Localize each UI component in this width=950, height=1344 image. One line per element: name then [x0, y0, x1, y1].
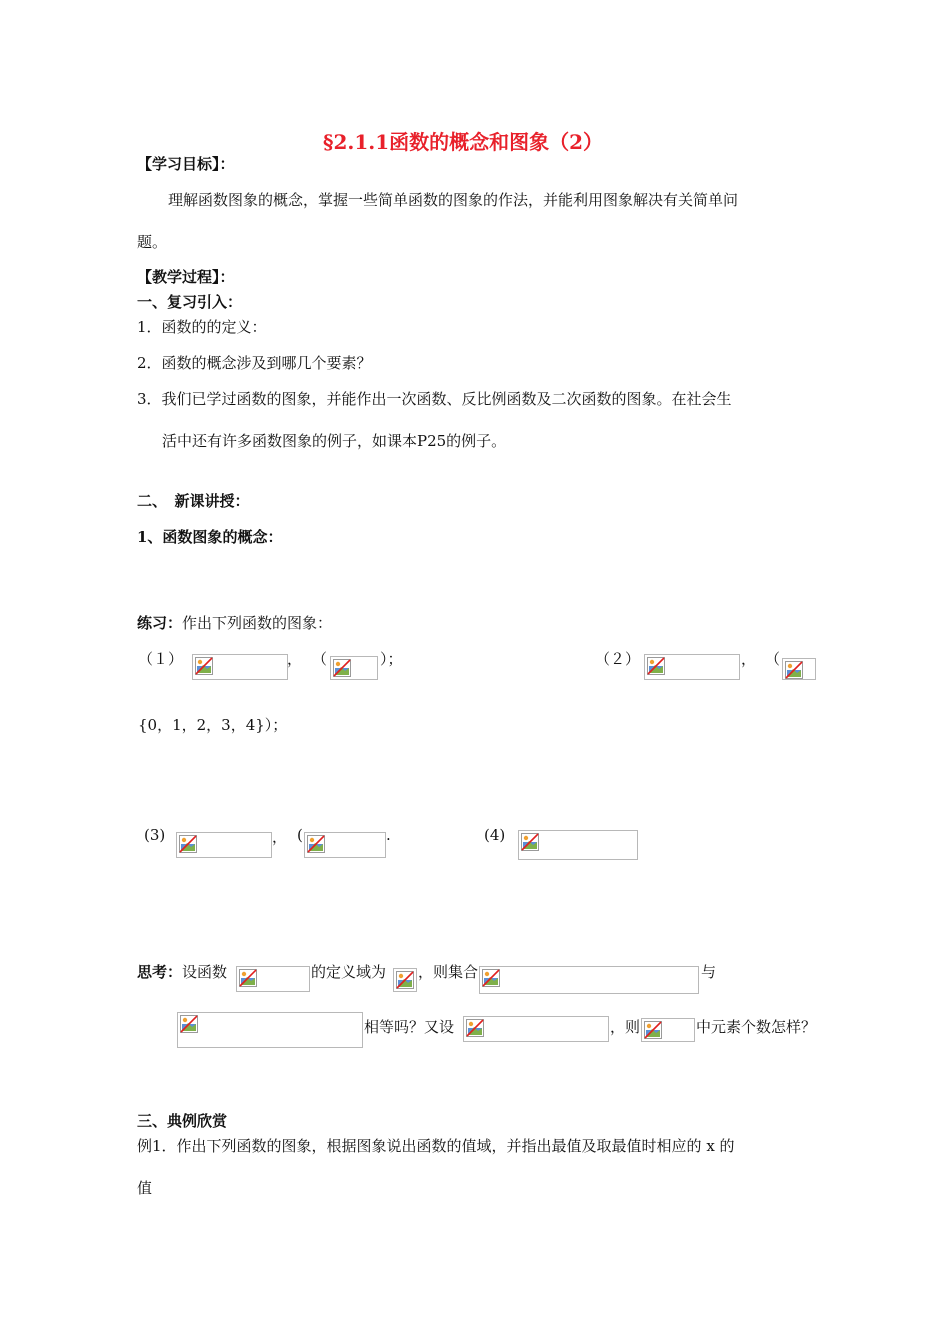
example1-line2: 值 — [137, 1179, 153, 1197]
broken-image-icon — [180, 1015, 198, 1033]
ex2-comma: ， — [741, 650, 757, 668]
ex1-label: （１） — [138, 650, 184, 668]
broken-image-icon — [521, 833, 539, 851]
review-item-3-line1: 3．我们已学过函数的图象，并能作出一次函数、反比例函数及二次函数的图象。在社会生 — [137, 390, 732, 408]
ex2-domain: {0，1，2，3，4}）； — [138, 716, 288, 734]
formula-image — [463, 1016, 609, 1042]
formula-image — [393, 968, 417, 992]
think-text-6: ，则 — [610, 1018, 641, 1036]
formula-image — [782, 658, 816, 680]
goal-heading: 【学习目标】： — [137, 155, 235, 173]
think-text-4: 与 — [701, 963, 717, 981]
ex3-label: (3) — [144, 826, 166, 844]
review-item-3-line2: 活中还有许多函数图象的例子，如课本P25的例子。 — [162, 432, 507, 450]
formula-image — [304, 832, 386, 858]
broken-image-icon — [333, 659, 351, 677]
goal-text-line2: 题。 — [137, 233, 168, 251]
exercise-label: 练习： — [137, 614, 183, 632]
ex3-comma: ， — [272, 828, 288, 846]
think-text-2: 的定义域为 — [311, 963, 387, 981]
broken-image-icon — [647, 657, 665, 675]
formula-image — [330, 656, 378, 680]
formula-image — [236, 966, 310, 992]
ex2-open-paren: （ — [765, 650, 781, 668]
formula-image — [644, 654, 740, 680]
example1-line1: 例1．作出下列函数的图象，根据图象说出函数的值域，并指出最值及取最值时相应的 x 的 — [137, 1137, 735, 1155]
formula-image — [641, 1018, 695, 1042]
broken-image-icon — [396, 971, 414, 989]
page-title: §2.1.1函数的概念和图象（2） — [323, 130, 604, 154]
section1-heading: 一、复习引入： — [137, 293, 243, 311]
exercise-text: 作出下列函数的图象： — [182, 614, 333, 632]
broken-image-icon — [239, 969, 257, 987]
broken-image-icon — [307, 835, 325, 853]
ex3-dot: . — [386, 826, 391, 844]
ex1-close: ）； — [380, 650, 403, 668]
formula-image — [479, 966, 699, 994]
broken-image-icon — [466, 1019, 484, 1037]
goal-text-line1: 理解函数图象的概念，掌握一些简单函数的图象的作法，并能利用图象解决有关简单问 — [168, 191, 739, 209]
ex4-label: (4) — [484, 826, 506, 844]
formula-image — [176, 832, 272, 858]
ex1-comma: ， — [287, 650, 303, 668]
think-text-7: 中元素个数怎样？ — [696, 1018, 817, 1036]
section2-heading: 二、 新课讲授： — [137, 492, 250, 510]
formula-image — [518, 830, 638, 860]
concept-heading: 1、函数图象的概念： — [137, 528, 283, 546]
broken-image-icon — [785, 661, 803, 679]
ex2-label: （２） — [595, 650, 641, 668]
process-heading: 【教学过程】： — [137, 268, 235, 286]
formula-image — [192, 654, 288, 680]
ex1-open-paren: （ — [312, 650, 328, 668]
think-text-1: 设函数 — [182, 963, 228, 981]
think-label: 思考： — [137, 963, 183, 981]
section3-heading: 三、典例欣赏 — [137, 1112, 228, 1130]
ex3-open-paren: ( — [297, 826, 303, 844]
think-text-5: 相等吗？又设 — [364, 1018, 455, 1036]
review-item-2: 2．函数的概念涉及到哪几个要素？ — [137, 354, 372, 372]
broken-image-icon — [195, 657, 213, 675]
broken-image-icon — [644, 1021, 662, 1039]
formula-image — [177, 1012, 363, 1048]
review-item-1: 1．函数的的定义： — [137, 318, 267, 336]
broken-image-icon — [482, 969, 500, 987]
broken-image-icon — [179, 835, 197, 853]
think-text-3: ，则集合 — [418, 963, 479, 981]
